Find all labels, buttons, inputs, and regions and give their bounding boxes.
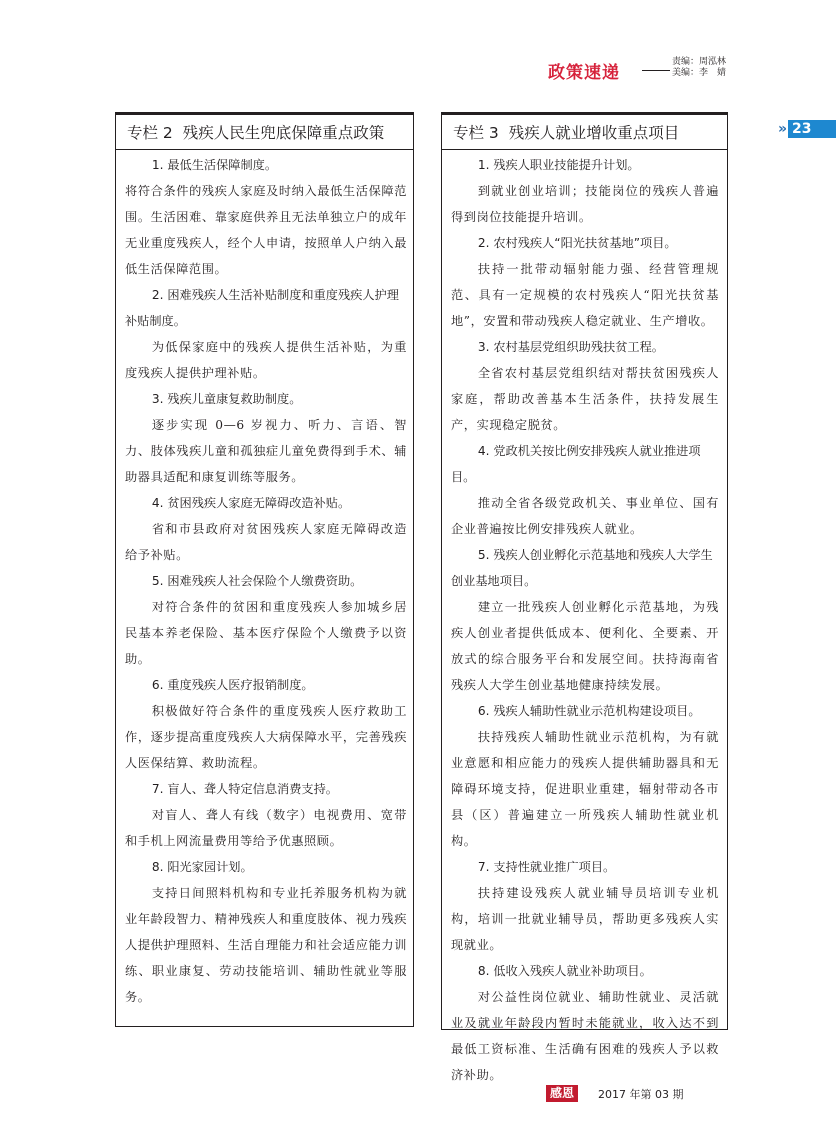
item-title: 4. 党政机关按比例安排残疾人就业推进项目。 — [451, 444, 701, 484]
header-credits — [672, 57, 726, 79]
designer-credit: 美编：李 婧 — [672, 68, 727, 78]
item-title: 5. 残疾人创业孵化示范基地和残疾人大学生创业基地项目。 — [451, 548, 713, 588]
box-body — [116, 150, 413, 1010]
item-text: 对盲人、聋人有线（数字）电视费用、宽带和手机上网流量费用等给予优惠照顾。 — [125, 808, 407, 848]
item-title: 8. 低收入残疾人就业补助项目。 — [477, 964, 652, 978]
item-text: 扶持残疾人辅助性就业示范机构，为有就业意愿和相应能力的残疾人提供辅助器具和无障碍环境支持，促进职业重建，辐射带动各市县（区）普遍建立一所残疾人辅助性就业机构。 — [451, 730, 719, 848]
item-title: 4. 贫困残疾人家庭无障碍改造补贴。 — [151, 496, 351, 510]
section-title: 政策速递 — [548, 63, 620, 83]
item-text: 推动全省各级党政机关、事业单位、国有企业普遍按比例安排残疾人就业。 — [451, 496, 719, 536]
item-title: 6. 残疾人辅助性就业示范机构建设项目。 — [477, 704, 701, 718]
item-title: 2. 农村残疾人“阳光扶贫基地”项目。 — [477, 236, 677, 250]
item-text: 扶持建设残疾人就业辅导员培训专业机构，培训一批就业辅导员，帮助更多残疾人实现就业。 — [451, 886, 719, 952]
sidebar-box-3 — [441, 112, 728, 1082]
item-title: 6. 重度残疾人医疗报销制度。 — [151, 678, 314, 692]
item-text: 支持日间照料机构和专业托养服务机构为就业年龄段智力、精神残疾人和重度肢体、视力残疾人提供护理照料、生活自理能力和社会适应能力训练、职业康复、劳动技能培训、辅助性就业等服务。 — [125, 886, 407, 1004]
box-title — [116, 115, 413, 150]
box-tag: 专栏 3 — [453, 124, 499, 142]
item-title: 1. 残疾人职业技能提升计划。 — [477, 158, 640, 172]
item-title: 7. 盲人、聋人特定信息消费支持。 — [151, 782, 338, 796]
item-text: 积极做好符合条件的重度残疾人医疗救助工作，逐步提高重度残疾人大病保障水平，完善残疾人医保结算、救助流程。 — [125, 704, 407, 770]
item-text: 到就业创业培训；技能岗位的残疾人普遍得到岗位技能提升培训。 — [451, 184, 719, 224]
item-title: 8. 阳光家园计划。 — [151, 860, 253, 874]
sidebar-box-2 — [115, 112, 414, 1027]
item-title: 3. 残疾儿童康复救助制度。 — [151, 392, 302, 406]
box-body — [442, 150, 727, 1088]
box-heading: 残疾人民生兜底保障重点政策 — [182, 124, 385, 142]
header-divider — [642, 70, 670, 71]
item-text: 省和市县政府对贫困残疾人家庭无障碍改造给予补贴。 — [125, 522, 407, 562]
editor-credit: 责编：周泓林 — [672, 57, 727, 67]
box-tag: 专栏 2 — [127, 124, 173, 142]
item-title: 2. 困难残疾人生活补贴制度和重度残疾人护理补贴制度。 — [125, 288, 399, 328]
item-text: 对公益性岗位就业、辅助性就业、灵活就业及就业年龄段内暂时未能就业，收入达不到最低工资标准、生活确有困难的残疾人予以救济补助。 — [451, 990, 719, 1082]
item-title: 7. 支持性就业推广项目。 — [477, 860, 616, 874]
box-title — [442, 115, 727, 150]
item-text: 为低保家庭中的残疾人提供生活补贴，为重度残疾人提供护理补贴。 — [125, 340, 407, 380]
issue-label: 2017 年第 03 期 — [598, 1088, 684, 1101]
page-number-tab — [778, 120, 836, 138]
item-title: 3. 农村基层党组织助残扶贫工程。 — [477, 340, 664, 354]
item-title: 1. 最低生活保障制度。 — [151, 158, 278, 172]
magazine-logo: 感恩 — [546, 1085, 578, 1102]
item-text: 对符合条件的贫困和重度残疾人参加城乡居民基本养老保险、基本医疗保险个人缴费予以资助。 — [125, 600, 407, 666]
chevron-icon: » — [778, 121, 788, 137]
item-text: 将符合条件的残疾人家庭及时纳入最低生活保障范围。生活困难、靠家庭供养且无法单独立户的成年无业重度残疾人，经个人申请，按照单人户纳入最低生活保障范围。 — [125, 184, 407, 276]
item-text: 扶持一批带动辐射能力强、经营管理规范、具有一定规模的农村残疾人“阳光扶贫基地”，安置和带动残疾人稳定就业、生产增收。 — [451, 262, 719, 328]
item-text: 建立一批残疾人创业孵化示范基地，为残疾人创业者提供低成本、便利化、全要素、开放式的综合服务平台和发展空间。扶持海南省残疾人大学生创业基地健康持续发展。 — [451, 600, 719, 692]
page-number: 23 — [788, 120, 836, 138]
box-heading: 残疾人就业增收重点项目 — [508, 124, 680, 142]
item-title: 5. 困难残疾人社会保险个人缴费资助。 — [151, 574, 363, 588]
item-text: 逐步实现 0—6 岁视力、听力、言语、智力、肢体残疾儿童和孤独症儿童免费得到手术、辅助器具适配和康复训练等服务。 — [125, 418, 407, 484]
item-text: 全省农村基层党组织结对帮扶贫困残疾人家庭，帮助改善基本生活条件，扶持发展生产，实现稳定脱贫。 — [451, 366, 719, 432]
